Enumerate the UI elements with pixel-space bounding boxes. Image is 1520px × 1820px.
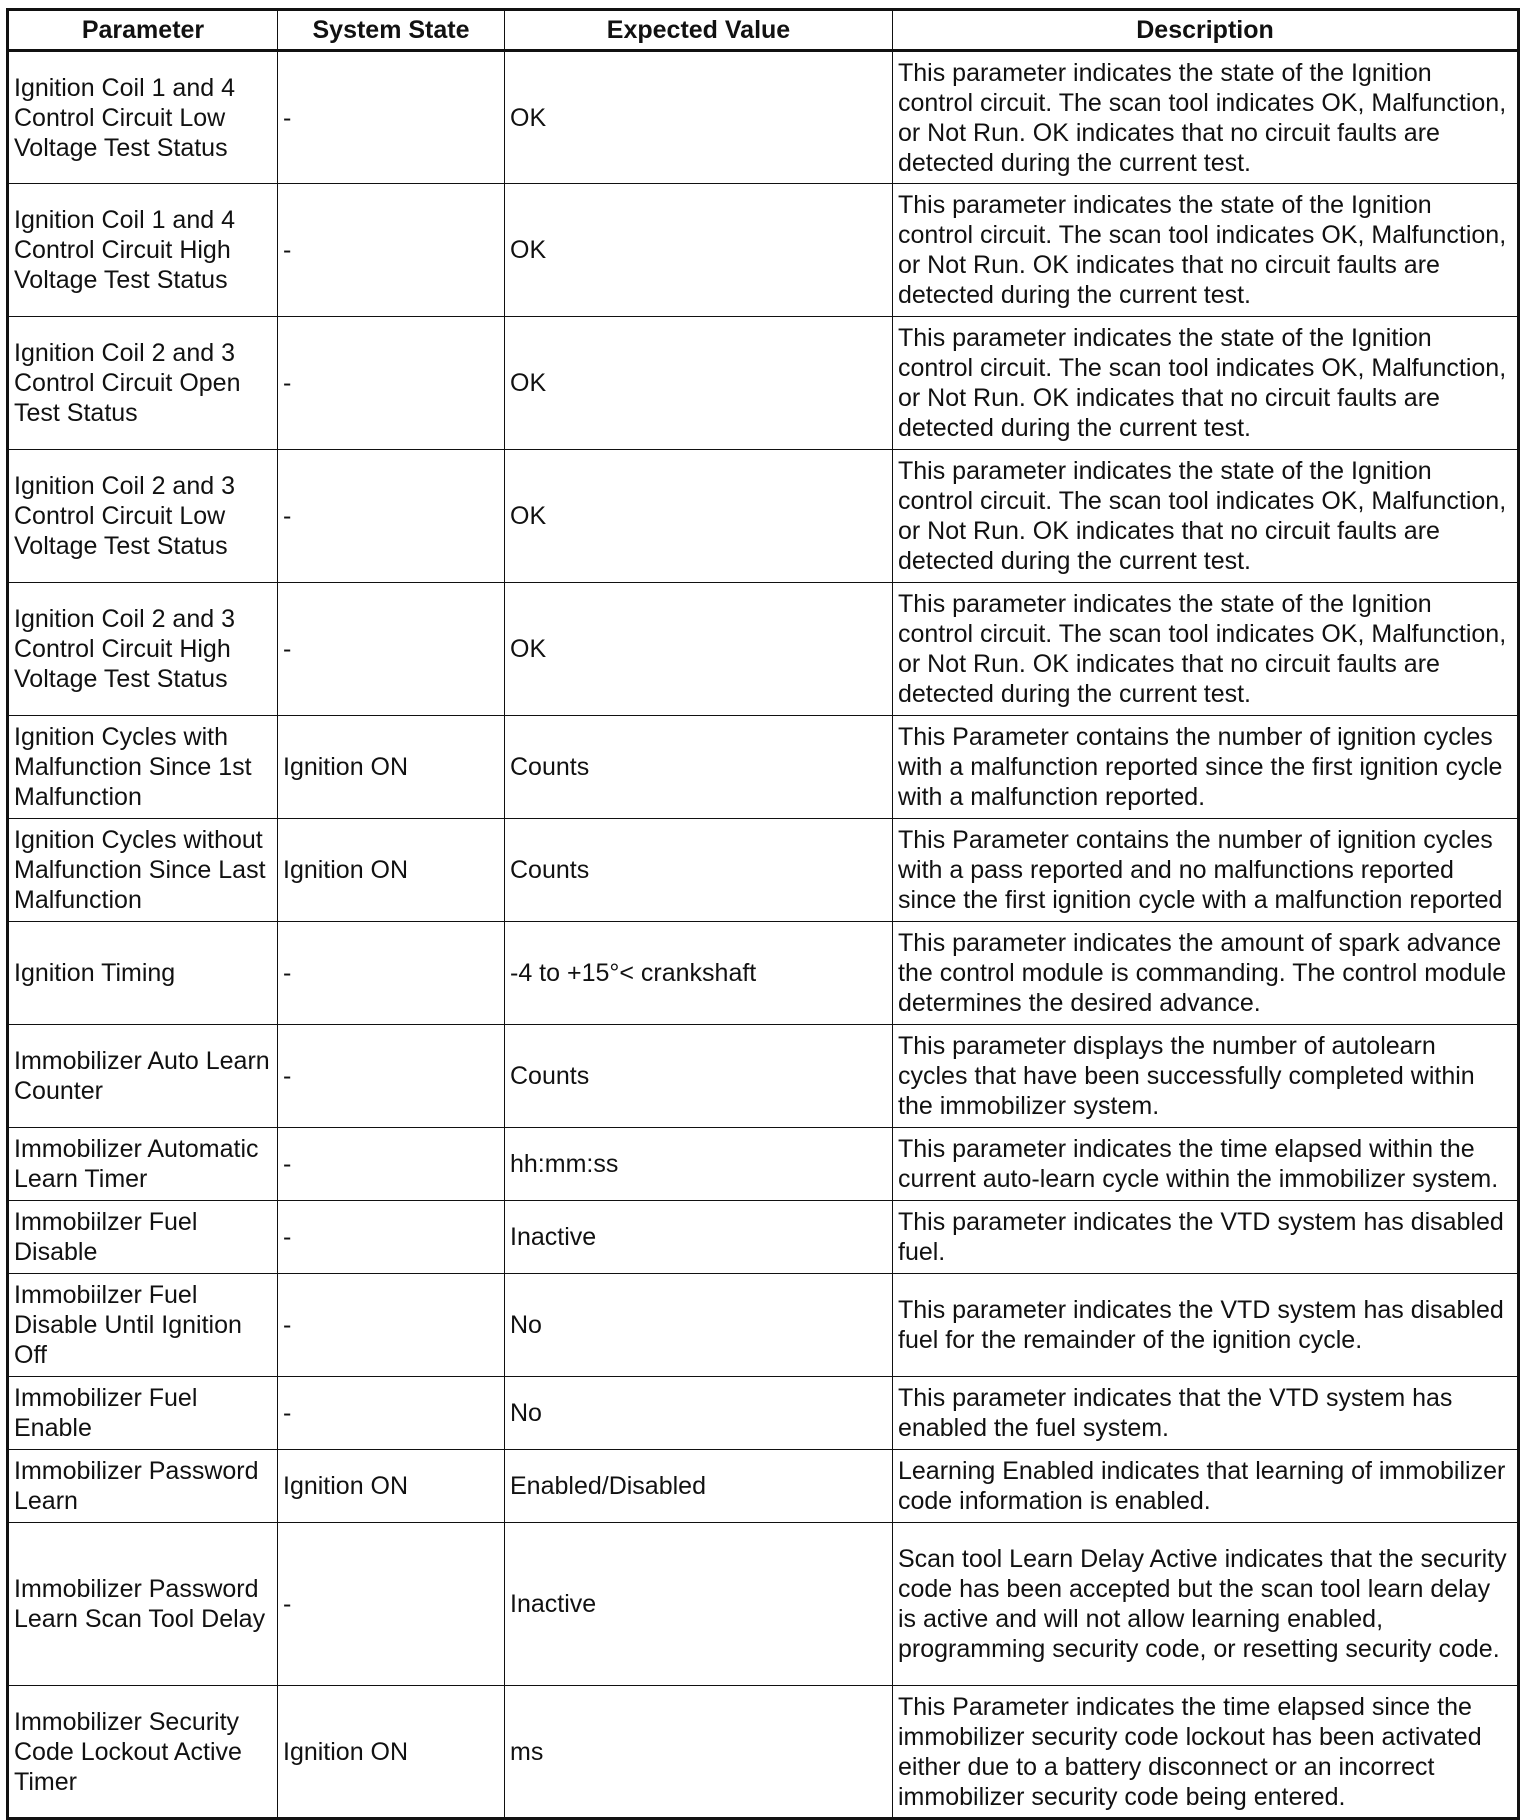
column-header-expected-value: Expected Value bbox=[505, 10, 893, 51]
table-row bbox=[8, 1450, 1519, 1523]
cell-system-state: - bbox=[278, 583, 505, 716]
cell-expected-value: OK bbox=[505, 51, 893, 184]
table-row bbox=[8, 922, 1519, 1025]
cell-system-state: - bbox=[278, 317, 505, 450]
cell-system-state: - bbox=[278, 922, 505, 1025]
cell-system-state: - bbox=[278, 1274, 505, 1377]
cell-system-state: Ignition ON bbox=[278, 819, 505, 922]
cell-parameter: Ignition Coil 2 and 3 Control Circuit High Voltage Test Status bbox=[8, 583, 278, 716]
cell-parameter: Immobilizer Automatic Learn Timer bbox=[8, 1128, 278, 1201]
cell-expected-value: Counts bbox=[505, 716, 893, 819]
cell-expected-value: Enabled/Disabled bbox=[505, 1450, 893, 1523]
column-header-parameter: Parameter bbox=[8, 10, 278, 51]
cell-expected-value: OK bbox=[505, 583, 893, 716]
cell-system-state: - bbox=[278, 1377, 505, 1450]
cell-expected-value: No bbox=[505, 1377, 893, 1450]
cell-parameter: Ignition Coil 1 and 4 Control Circuit High Voltage Test Status bbox=[8, 184, 278, 317]
parameter-table bbox=[6, 8, 1520, 1820]
cell-parameter: Ignition Cycles without Malfunction Since Last Malfunction bbox=[8, 819, 278, 922]
cell-system-state: - bbox=[278, 1523, 505, 1686]
page bbox=[6, 8, 1520, 1820]
table-row bbox=[8, 1274, 1519, 1377]
cell-expected-value: ms bbox=[505, 1686, 893, 1819]
table-row bbox=[8, 1025, 1519, 1128]
cell-parameter: Immobilizer Security Code Lockout Active Timer bbox=[8, 1686, 278, 1819]
table-row bbox=[8, 583, 1519, 716]
table-row bbox=[8, 716, 1519, 819]
cell-expected-value: No bbox=[505, 1274, 893, 1377]
cell-expected-value: hh:mm:ss bbox=[505, 1128, 893, 1201]
cell-description: Scan tool Learn Delay Active indicates that the security code has been accepted but the scan tool learn delay is active and will not allow learning enabled, programming security code, or resetting security code. bbox=[893, 1523, 1519, 1686]
cell-system-state: - bbox=[278, 1201, 505, 1274]
cell-expected-value: OK bbox=[505, 184, 893, 317]
cell-system-state: - bbox=[278, 1025, 505, 1128]
cell-description: This Parameter contains the number of ignition cycles with a malfunction reported since the first ignition cycle with a malfunction reported. bbox=[893, 716, 1519, 819]
table-row bbox=[8, 51, 1519, 184]
cell-system-state: Ignition ON bbox=[278, 716, 505, 819]
cell-description: This parameter indicates the amount of spark advance the control module is commanding. The control module determines the desired advance. bbox=[893, 922, 1519, 1025]
column-header-system-state: System State bbox=[278, 10, 505, 51]
cell-expected-value: Counts bbox=[505, 1025, 893, 1128]
cell-system-state: Ignition ON bbox=[278, 1450, 505, 1523]
table-row bbox=[8, 317, 1519, 450]
cell-parameter: Immobilizer Fuel Enable bbox=[8, 1377, 278, 1450]
cell-expected-value: Inactive bbox=[505, 1523, 893, 1686]
cell-parameter: Ignition Timing bbox=[8, 922, 278, 1025]
cell-description: This parameter indicates the VTD system has disabled fuel for the remainder of the ignition cycle. bbox=[893, 1274, 1519, 1377]
table-row bbox=[8, 819, 1519, 922]
cell-expected-value: Counts bbox=[505, 819, 893, 922]
cell-system-state: Ignition ON bbox=[278, 1686, 505, 1819]
cell-parameter: Ignition Coil 1 and 4 Control Circuit Low Voltage Test Status bbox=[8, 51, 278, 184]
cell-parameter: Immobiilzer Fuel Disable bbox=[8, 1201, 278, 1274]
cell-description: This parameter indicates the state of the Ignition control circuit. The scan tool indicates OK, Malfunction, or Not Run. OK indicates that no circuit faults are detected during the current test. bbox=[893, 51, 1519, 184]
table-row bbox=[8, 184, 1519, 317]
cell-description: This Parameter contains the number of ignition cycles with a pass reported and no malfunctions reported since the first ignition cycle with a malfunction reported bbox=[893, 819, 1519, 922]
cell-description: This parameter indicates the state of the Ignition control circuit. The scan tool indicates OK, Malfunction, or Not Run. OK indicates that no circuit faults are detected during the current test. bbox=[893, 583, 1519, 716]
table-row bbox=[8, 1686, 1519, 1819]
table-row bbox=[8, 450, 1519, 583]
cell-description: This parameter displays the number of autolearn cycles that have been successfully completed within the immobilizer system. bbox=[893, 1025, 1519, 1128]
cell-description: This parameter indicates that the VTD system has enabled the fuel system. bbox=[893, 1377, 1519, 1450]
cell-description: Learning Enabled indicates that learning of immobilizer code information is enabled. bbox=[893, 1450, 1519, 1523]
cell-parameter: Ignition Coil 2 and 3 Control Circuit Low Voltage Test Status bbox=[8, 450, 278, 583]
cell-description: This parameter indicates the state of the Ignition control circuit. The scan tool indicates OK, Malfunction, or Not Run. OK indicates that no circuit faults are detected during the current test. bbox=[893, 184, 1519, 317]
cell-parameter: Ignition Coil 2 and 3 Control Circuit Open Test Status bbox=[8, 317, 278, 450]
cell-parameter: Immobilizer Password Learn Scan Tool Delay bbox=[8, 1523, 278, 1686]
cell-description: This parameter indicates the VTD system has disabled fuel. bbox=[893, 1201, 1519, 1274]
cell-system-state: - bbox=[278, 450, 505, 583]
cell-system-state: - bbox=[278, 1128, 505, 1201]
cell-parameter: Immobilizer Auto Learn Counter bbox=[8, 1025, 278, 1128]
table-row bbox=[8, 1377, 1519, 1450]
cell-expected-value: OK bbox=[505, 317, 893, 450]
cell-description: This parameter indicates the state of the Ignition control circuit. The scan tool indicates OK, Malfunction, or Not Run. OK indicates that no circuit faults are detected during the current test. bbox=[893, 450, 1519, 583]
cell-parameter: Ignition Cycles with Malfunction Since 1st Malfunction bbox=[8, 716, 278, 819]
cell-parameter: Immobiilzer Fuel Disable Until Ignition Off bbox=[8, 1274, 278, 1377]
cell-expected-value: -4 to +15°< crankshaft bbox=[505, 922, 893, 1025]
cell-parameter: Immobilizer Password Learn bbox=[8, 1450, 278, 1523]
cell-expected-value: OK bbox=[505, 450, 893, 583]
cell-expected-value: Inactive bbox=[505, 1201, 893, 1274]
table-row bbox=[8, 1128, 1519, 1201]
table-header-row bbox=[8, 10, 1519, 51]
cell-system-state: - bbox=[278, 184, 505, 317]
table-row bbox=[8, 1523, 1519, 1686]
cell-description: This Parameter indicates the time elapsed since the immobilizer security code lockout has been activated either due to a battery disconnect or an incorrect immobilizer security code being entered. bbox=[893, 1686, 1519, 1819]
table-row bbox=[8, 1201, 1519, 1274]
cell-description: This parameter indicates the state of the Ignition control circuit. The scan tool indicates OK, Malfunction, or Not Run. OK indicates that no circuit faults are detected during the current test. bbox=[893, 317, 1519, 450]
cell-description: This parameter indicates the time elapsed within the current auto-learn cycle within the immobilizer system. bbox=[893, 1128, 1519, 1201]
column-header-description: Description bbox=[893, 10, 1519, 51]
cell-system-state: - bbox=[278, 51, 505, 184]
